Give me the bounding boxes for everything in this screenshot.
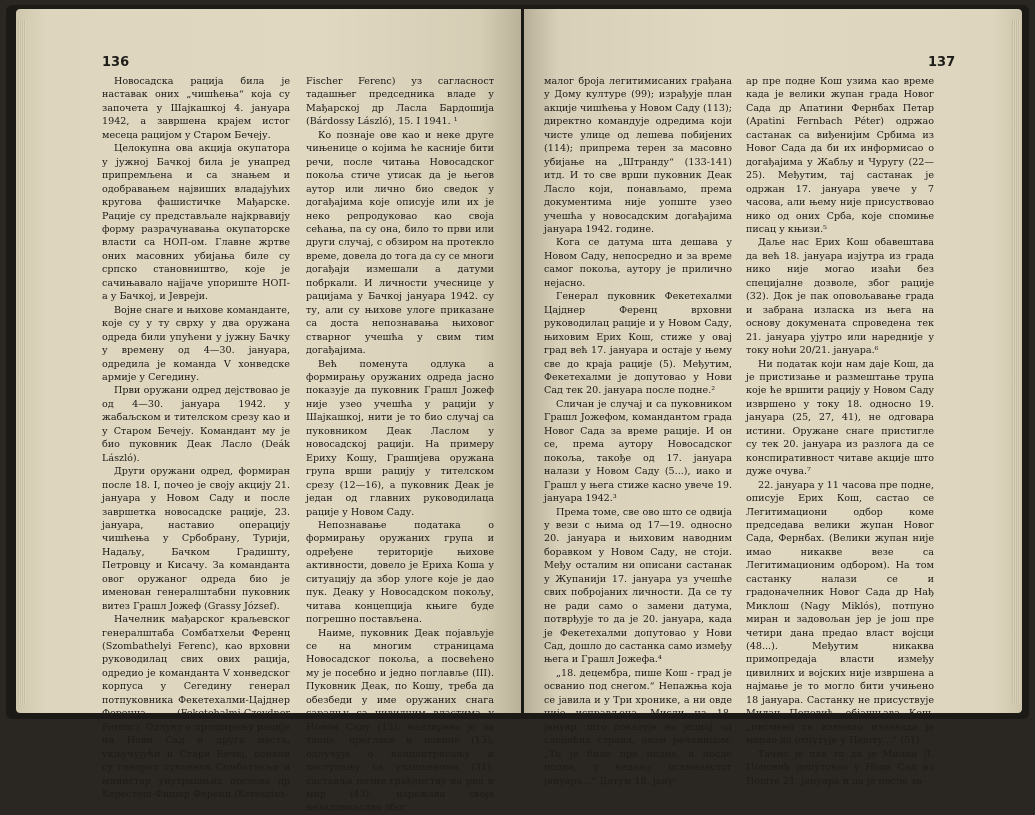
paragraph: Наиме, пуковник Деак појављује се на многим страницама Новосадског покоља, а посвећено му је посебно и једно поглавље (III). Пуковник Деак, по Кошу, треба да обезбеди у име оружаних снага сарадњу са цивилним властима у Новом Саду (13); надзирава је за таоце, прогласе и новине (13); одлучује о концентрисању и поступању са ухапшенима (31); саставља позив грађанству на ред и мир (43); изражава своје незадовољство због: [306, 627, 494, 814]
paragraph: Већ поменута одлука а формирању оружаних одреда јасно показује да пуковник Грашл Јожеф није узео учешћа у рацији у Шајкашкој, нити је то био случај са пуковником Деак Ласлом у новосадској рацији. На примеру Ериху Кошу, Грашијева оружана група врши рацију у тителском срезу (12—16), а пуковник Деак је један од главних руководилаца рације у Новом Саду.: [306, 358, 494, 518]
text-column-3: [544, 75, 732, 788]
page-edge: [1012, 19, 1020, 703]
paragraph: Fischer Ferenc) уз сагласност тадашњег председника владе у Мађарској др Ласла Бардошија (Bárdossy László), 15. I 1941. ¹: [306, 76, 494, 128]
paragraph: 22. јануара у 11 часова пре подне, описује Ерих Кош, састао се Легитимациони одбор коме председава велики жупан Новог Сада, Фернбах. (Велики жупан није имао никакве везе са Легитимационим одбором). На том састанку налази се и градоначелник Новог Сада др Нађ Миклош (Nagy Miklós), потпуно миран и задовољан јер је још пре четири дана предао власт војсци (48...). Међутим никаква примопредаја власти између цивилних и војских није извршена а најмање је то могло бити учињено 18 јануара. Састанку не присуствује Милан Поповић, објашњава Кош, „писмено се извинио изневада је морао да отпутује у Пешту...“ (51).: [746, 479, 934, 747]
open-book: [6, 5, 1029, 814]
left-page: [16, 9, 521, 814]
paragraph: Други оружани одред, формиран после 18. I, почео је своју акцију 21. јануара у Новом Саду и после завршетка новосадске рације, 23. јануара, наставио операцију чишћења у Србобрану, Турији, Надаљу, Бачком Градишту, Петровцу и Кисачу. За команданта овог оружаног одреда био је именован генералштабни пуковник витез Грашл Јожеф (Grassy József).: [102, 466, 290, 612]
paragraph: Непознавање података о формирању оружаних група и одређене територије њихове активности, довело је Ериха Коша у ситуацију да збор улоге које је дао пук. Деаку у Новосадском покољу, читава концепција књиге буде погрешно постављена.: [306, 519, 494, 626]
text-column-4: [746, 75, 934, 788]
paragraph: Целокупна ова акција окупатора у јужној Бачкој била је унапред припремљена и са знањем и одобравањем највиших владајућих кругова фашистичке Мађарске. Рације су представљале најкрвавију форму разрачунавања окупаторске власти са НОП-ом. Главне жртве оних масовних убијања биле су српско становништво, које је сачињавало најјаче упориште НОП-а у Бачкој, и Јевреји.: [102, 143, 290, 303]
paragraph: Према томе, све ово што се одвија у вези с њима од 17—19. односно 20. јануара и њиховим наводним боравком у Новом Саду, не стоји. Међу осталим ни описани састанак у Жупанији 17. јануара уз учешће свих побројаних личности. Да се ту не ради само о замени датума, потврђује то да је 20. јануара, када је Фекетехалми допутовао у Нови Сад, дошло до састанка само између њега и Грашл Јожефа.⁴: [544, 506, 732, 666]
text-column-1: [102, 75, 290, 801]
page-edge: [18, 19, 26, 703]
text-column-2: [306, 75, 494, 815]
paragraph: Даље нас Ерих Кош обавештава да већ 18. јануара изјутра из града нико није могао изаћи без специјалне дозволе, због рације (32). Док је пак оповољавање града и забрана изласка из њега на основу докумената спроведена тек 21. јануара ујутро или наредније у току ноћи 20/21. јануара.⁶: [746, 237, 934, 357]
paragraph: „18. децембра, пише Кош - град је осванио под снегом.“ Непажња која се јавила и у Три хронике, а ни овде није исправљена. Мисли на 18. јануар, што доказује на једној од следећих страна, овом реченицом: „То је било пре подне, а после подне, у недељу осамнаестог јануара...“ Датум 18. јану-: [544, 667, 732, 787]
paragraph: Генерал пуковник Фекетехалми Цајднер Ференц врховни руководилац рације и у Новом Саду, њиховим Ерих Кош, стиже у овај град већ 17. јануара и остаје у њему све до краја рације (5). Међутим, Фекетехалми је допутовао у Нови Сад тек 20. јануара после подне.²: [544, 291, 732, 397]
paragraph: Ко познаје ове као и неке друге чињенице о којима ће касније бити речи, после читања Новосадског покоља стиче утисак да је његов аутор или лично био сведок у догађајима које описује или их је неко репродуковао као своја сећања, па су она, било то први или други случај, с обзиром на протекло време, довела до тога да су се многи догађаји измешали а датуми побркали. И личности учеснице у рацијама у Бачкој јануара 1942. су ту, али су њихове улоге приказане са доста непознавања њиховог стварног учешћа у свим тим догађајима.: [306, 129, 494, 357]
page-number: 136: [102, 55, 130, 70]
paragraph: Тачно је пак то да је Милан Л. Поповић допутовао у Нови Сад из Пеште 21. јануара и да је после за-: [746, 748, 934, 787]
paragraph: Новосадска рација била је наставак оних „чишћења“ која су започета у Шајкашкој 4. јануара 1942, а завршена крајем истог месеца рацијом у Старом Бечеју.: [102, 76, 290, 141]
paragraph: Начелник мађарског краљевског генералштаба Сомбатхељи Ференц (Szombathelyi Ferenc), као врховни руководилац свих ових рација, одредио је команданта V хонведског корпуса у Сегедину генерал потпуковника Фекетехалми-Цајднер Ференца (Feketehalmi-Czeydner Ferenc). Одлуку о проширењу рације на Нови Сад и друга места, укључујући и Стари Бечеј, донели су генерал пуковник Сомбатхељи и министар унутрашњих послова др Keрестеш-Фишер Ференц (Keresztes-: [102, 614, 290, 801]
paragraph: Ни податак који нам даје Кош, да је пристизање и размештање трупа које ће вршити рацију у Новом Саду извршено у току 18. односно 19. јануара (25, 27, 41), не одговара истини. Оружане снаге пристигле су тек 20. јануара из разлога да се конспиративност читаве акције што дуже очува.⁷: [746, 358, 934, 478]
paragraph: Војне снаге и њихове команданте, које су у ту сврху у два оружана одреда били упућени у јужну Бачку у времену од 4—30. јануара, одредила је команда V хонведске армије у Сегедину.: [102, 304, 290, 383]
paragraph: Први оружани одред дејствовао је од 4—30. јануара 1942. у жабаљском и тителском срезу као и у Старом Бечеју. Командант му је био пуковник Деак Ласло (Deák László).: [102, 385, 290, 464]
paragraph: малог броја легитимисаних грађана у Дому културе (99); израђује план акције чишћења у Новом Саду (113); директно командује одредима који чисте улице од лешева побијених (114); припрема терен за масовно убијање на „Штранду“ (133-141) итд. И то све врши пуковник Деак Ласло који, понављамо, према документима није уопште узео учешћа у новосадским догађајима јануара 1942. године.: [544, 76, 732, 235]
paragraph: ар пре подне Кош узима као време када је велики жупан града Новог Сада др Апатини Фернбах Петар (Apatini Fernbach Péter) одржао састанак са виђенијим Србима из Новог Сада да би их информисао о догађајима у Жабљу и Чуругу (22—25). Међутим, тај састанак је одржан 17. јануара увече у 7 часова, али њему није присуствовао нико од оних Срба, које спомиње писац у књизи.⁵: [746, 76, 934, 235]
paragraph: Сличан је случај и са пуковником Грашл Јожефом, командантом града Новог Сада за време рације. И он се, према аутору Новосадског покоља, такође од 17. јануара налази у Новом Саду (5...), иако и Грашл у њега стиже касно увече 19. јануара 1942.³: [544, 398, 732, 505]
page-number: 137: [928, 55, 956, 70]
paragraph: Кога се датума шта дешава у Новом Саду, непосредно и за време самог покоља, аутору је прилично нејасно.: [544, 237, 732, 289]
right-page: [524, 9, 1022, 787]
